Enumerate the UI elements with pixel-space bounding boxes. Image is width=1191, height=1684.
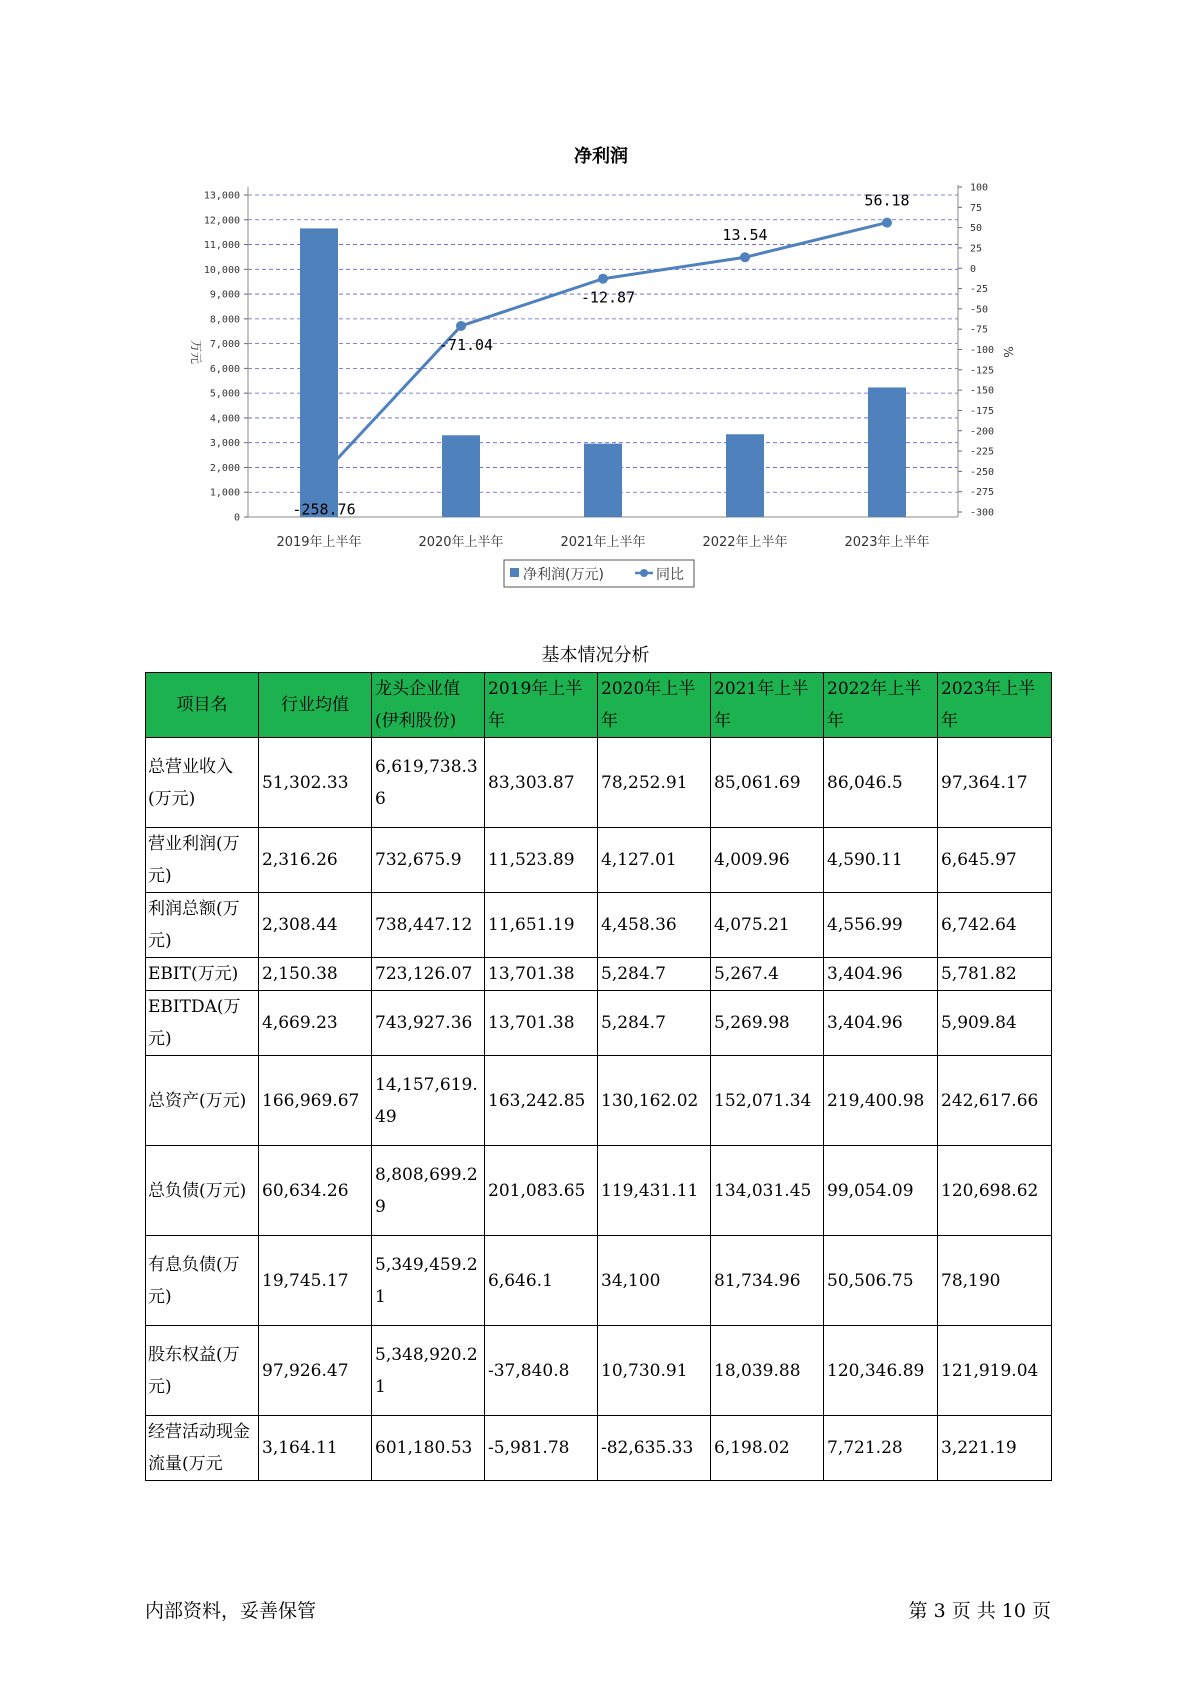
table-cell: 201,083.65 <box>485 1146 598 1236</box>
y2-tick-label: -175 <box>970 405 995 417</box>
yoy-point <box>740 252 750 262</box>
table-cell: 152,071.34 <box>711 1056 824 1146</box>
table-cell: 11,523.89 <box>485 828 598 893</box>
table-cell: 5,781.82 <box>938 958 1052 991</box>
bar <box>300 228 338 517</box>
legend-line-marker <box>640 569 648 577</box>
table-cell: 134,031.45 <box>711 1146 824 1236</box>
chart-title: 净利润 <box>574 146 628 167</box>
table-cell: 3,404.96 <box>824 991 938 1056</box>
table-cell: 8,808,699.29 <box>372 1146 485 1236</box>
table-row-label: 有息负债(万元) <box>146 1236 259 1326</box>
table-cell: 6,646.1 <box>485 1236 598 1326</box>
table-row <box>146 1326 1052 1416</box>
table-cell: 2,308.44 <box>259 893 372 958</box>
y-tick-label: 11,000 <box>203 240 240 252</box>
net-profit-chart <box>0 0 1191 600</box>
table-cell: 50,506.75 <box>824 1236 938 1326</box>
table-cell: 121,919.04 <box>938 1326 1052 1416</box>
table-row <box>146 1416 1052 1481</box>
table-cell: 4,669.23 <box>259 991 372 1056</box>
table-cell: 120,698.62 <box>938 1146 1052 1236</box>
y-tick-label: 6,000 <box>209 363 240 375</box>
table-row-label: 总负债(万元) <box>146 1146 259 1236</box>
table-header-row <box>146 673 1052 738</box>
y2-tick-label: -125 <box>970 365 995 377</box>
bar <box>584 444 622 517</box>
table-cell: 6,742.64 <box>938 893 1052 958</box>
table-row <box>146 893 1052 958</box>
table-row <box>146 1056 1052 1146</box>
table-cell: 601,180.53 <box>372 1416 485 1481</box>
x-tick-label: 2021年上半年 <box>560 535 646 550</box>
table-row <box>146 1146 1052 1236</box>
table-cell: 51,302.33 <box>259 738 372 828</box>
table-header-cell: 行业均值 <box>259 673 372 738</box>
table-cell: 18,039.88 <box>711 1326 824 1416</box>
table-cell: 14,157,619.49 <box>372 1056 485 1146</box>
bar <box>868 387 906 517</box>
table-cell: 743,927.36 <box>372 991 485 1056</box>
table-cell: 5,348,920.21 <box>372 1326 485 1416</box>
y-tick-label: 9,000 <box>209 289 240 301</box>
table-cell: 3,404.96 <box>824 958 938 991</box>
x-tick-label: 2020年上半年 <box>418 535 504 550</box>
y2-axis-label: % <box>1001 346 1015 358</box>
table-row-label: 总资产(万元) <box>146 1056 259 1146</box>
table-cell: 5,349,459.21 <box>372 1236 485 1326</box>
table-cell: 13,701.38 <box>485 958 598 991</box>
table-cell: 5,909.84 <box>938 991 1052 1056</box>
y2-tick-label: 75 <box>970 202 983 214</box>
table-row-label: 股东权益(万元) <box>146 1326 259 1416</box>
y2-tick-label: -150 <box>970 385 995 397</box>
table-cell: 3,164.11 <box>259 1416 372 1481</box>
y-tick-label: 2,000 <box>209 462 240 474</box>
yoy-line <box>319 223 887 479</box>
table-header-cell: 2019年上半年 <box>485 673 598 738</box>
y-tick-label: 5,000 <box>209 388 240 400</box>
x-tick-label: 2019年上半年 <box>276 535 362 550</box>
y2-tick-label: -200 <box>970 426 995 438</box>
table-cell: 78,252.91 <box>598 738 711 828</box>
table-cell: 81,734.96 <box>711 1236 824 1326</box>
bar <box>726 434 764 517</box>
table-cell: 166,969.67 <box>259 1056 372 1146</box>
table-caption: 基本情况分析 <box>541 645 650 666</box>
table-header-cell: 项目名 <box>146 673 259 738</box>
table-cell: 7,721.28 <box>824 1416 938 1481</box>
table-header-cell: 2020年上半年 <box>598 673 711 738</box>
table-cell: 11,651.19 <box>485 893 598 958</box>
table-cell: 130,162.02 <box>598 1056 711 1146</box>
table-cell: 5,267.4 <box>711 958 824 991</box>
y2-tick-label: -300 <box>970 507 995 519</box>
y2-tick-label: 100 <box>970 182 989 194</box>
y-tick-label: 8,000 <box>209 314 240 326</box>
y-tick-label: 10,000 <box>203 264 240 276</box>
table-cell: 85,061.69 <box>711 738 824 828</box>
table-cell: 4,075.21 <box>711 893 824 958</box>
table-header-cell: 龙头企业值(伊利股份) <box>372 673 485 738</box>
y-axis-label: 万元 <box>189 339 203 365</box>
y2-tick-label: -250 <box>970 466 995 478</box>
table-cell: 163,242.85 <box>485 1056 598 1146</box>
table-row <box>146 958 1052 991</box>
y2-tick-label: 50 <box>970 223 983 235</box>
footer-left: 内部资料，妥善保管 <box>145 1600 317 1622</box>
y-tick-label: 13,000 <box>203 190 240 202</box>
y2-tick-label: -50 <box>970 304 989 316</box>
y-tick-label: 0 <box>233 512 240 524</box>
table-cell: -37,840.8 <box>485 1326 598 1416</box>
legend-bar-label: 净利润(万元) <box>523 567 604 583</box>
table-row-label: 经营活动现金流量(万元 <box>146 1416 259 1481</box>
data-label: -71.04 <box>438 335 494 354</box>
table-row-label: EBITDA(万元) <box>146 991 259 1056</box>
table-cell: 4,458.36 <box>598 893 711 958</box>
table-row <box>146 991 1052 1056</box>
y2-tick-label: 25 <box>970 243 983 255</box>
data-label: -12.87 <box>580 288 636 307</box>
table-cell: 242,617.66 <box>938 1056 1052 1146</box>
y-tick-label: 4,000 <box>209 413 240 425</box>
y-tick-label: 1,000 <box>209 487 240 499</box>
x-tick-label: 2023年上半年 <box>844 535 930 550</box>
table-cell: 119,431.11 <box>598 1146 711 1236</box>
table-cell: 120,346.89 <box>824 1326 938 1416</box>
table-cell: 19,745.17 <box>259 1236 372 1326</box>
table-row <box>146 738 1052 828</box>
table-cell: 34,100 <box>598 1236 711 1326</box>
table-cell: 83,303.87 <box>485 738 598 828</box>
table-cell: 6,645.97 <box>938 828 1052 893</box>
table-cell: 4,127.01 <box>598 828 711 893</box>
y2-tick-label: -225 <box>970 446 995 458</box>
table-row <box>146 828 1052 893</box>
table-cell: 99,054.09 <box>824 1146 938 1236</box>
table-header-cell: 2023年上半年 <box>938 673 1052 738</box>
table-cell: 2,150.38 <box>259 958 372 991</box>
table-cell: 219,400.98 <box>824 1056 938 1146</box>
table-cell: 2,316.26 <box>259 828 372 893</box>
x-tick-label: 2022年上半年 <box>702 535 788 550</box>
y2-tick-label: -25 <box>970 284 989 296</box>
table-cell: 97,926.47 <box>259 1326 372 1416</box>
table-cell: 4,590.11 <box>824 828 938 893</box>
table-cell: 10,730.91 <box>598 1326 711 1416</box>
table-cell: 732,675.9 <box>372 828 485 893</box>
table-row-label: 总营业收入(万元) <box>146 738 259 828</box>
table-cell: 5,284.7 <box>598 991 711 1056</box>
y-tick-label: 7,000 <box>209 339 240 351</box>
y2-tick-label: -75 <box>970 324 989 336</box>
table-cell: -5,981.78 <box>485 1416 598 1481</box>
legend-bar-swatch <box>510 568 519 577</box>
table-cell: 6,198.02 <box>711 1416 824 1481</box>
table-cell: 13,701.38 <box>485 991 598 1056</box>
footer-page-number: 第 3 页 共 10 页 <box>908 1600 1051 1622</box>
data-label: 13.54 <box>722 226 768 245</box>
y-tick-label: 3,000 <box>209 438 240 450</box>
table-cell: 4,556.99 <box>824 893 938 958</box>
basic-analysis-table <box>145 672 1052 1481</box>
yoy-point <box>598 274 608 284</box>
legend-line-label: 同比 <box>656 567 684 583</box>
data-label: 56.18 <box>864 191 910 210</box>
table-cell: 78,190 <box>938 1236 1052 1326</box>
table-cell: 4,009.96 <box>711 828 824 893</box>
y-tick-label: 12,000 <box>203 215 240 227</box>
table-cell: -82,635.33 <box>598 1416 711 1481</box>
data-label: -258.76 <box>292 500 356 519</box>
table-cell: 86,046.5 <box>824 738 938 828</box>
table-cell: 60,634.26 <box>259 1146 372 1236</box>
y2-tick-label: -100 <box>970 345 995 356</box>
y2-tick-label: 0 <box>970 263 977 275</box>
table-row-label: EBIT(万元) <box>146 958 259 991</box>
yoy-point <box>882 218 892 228</box>
table-cell: 5,284.7 <box>598 958 711 991</box>
table-cell: 6,619,738.36 <box>372 738 485 828</box>
table-cell: 3,221.19 <box>938 1416 1052 1481</box>
table-cell: 5,269.98 <box>711 991 824 1056</box>
table-cell: 97,364.17 <box>938 738 1052 828</box>
y2-tick-label: -275 <box>970 487 995 499</box>
table-cell: 738,447.12 <box>372 893 485 958</box>
table-row-label: 营业利润(万元) <box>146 828 259 893</box>
table-cell: 723,126.07 <box>372 958 485 991</box>
table-row-label: 利润总额(万元) <box>146 893 259 958</box>
table-header-cell: 2021年上半年 <box>711 673 824 738</box>
table-row <box>146 1236 1052 1326</box>
table-header-cell: 2022年上半年 <box>824 673 938 738</box>
yoy-point <box>456 321 466 331</box>
bar <box>442 435 480 517</box>
